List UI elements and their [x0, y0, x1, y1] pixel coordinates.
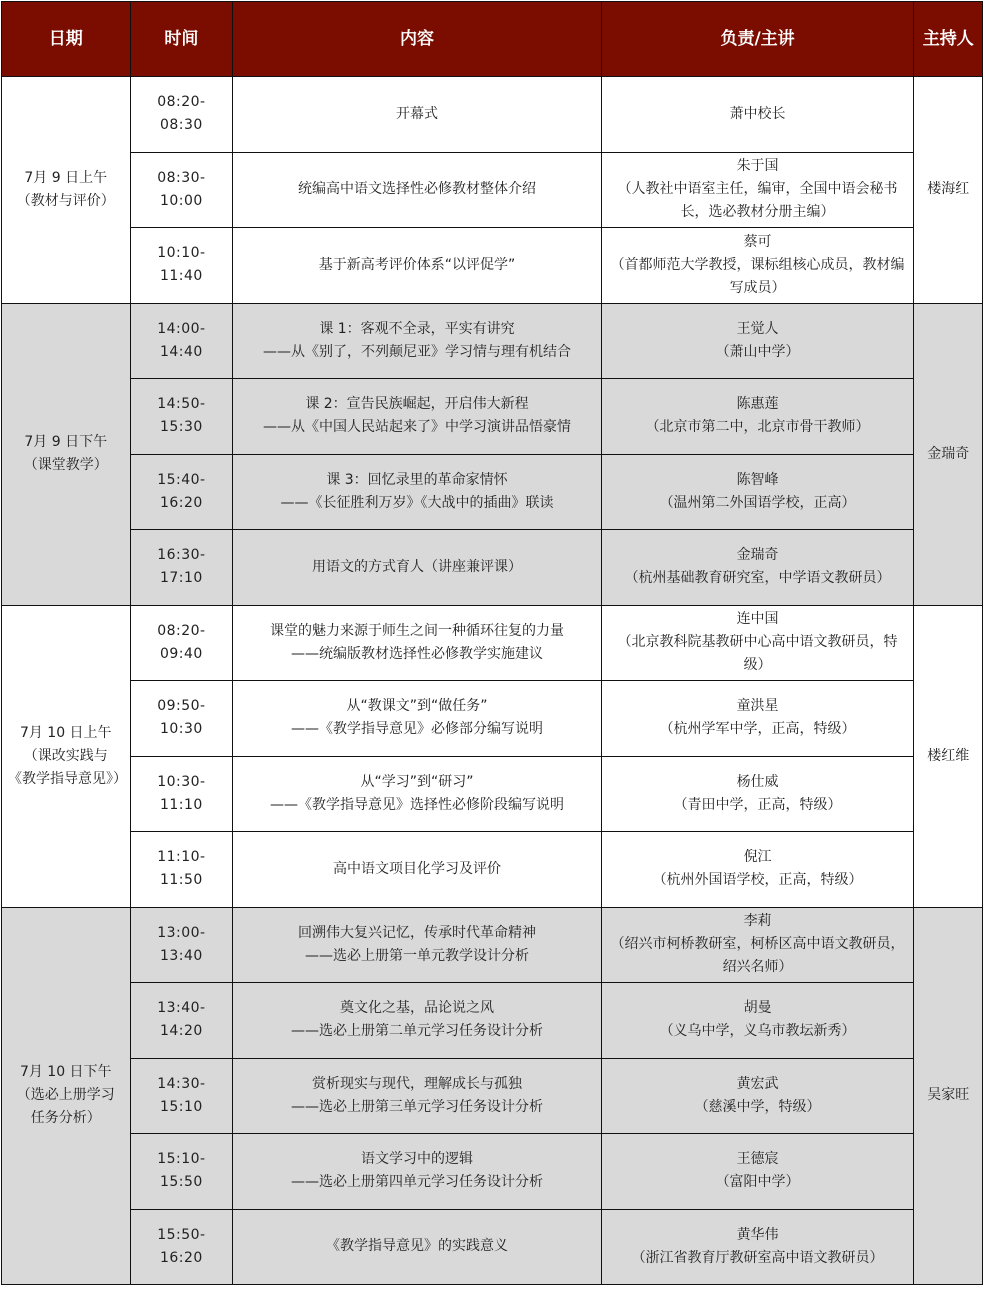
cell-text-line: （北京教科院基教研中心高中语文教研员，特级）	[617, 634, 898, 674]
cell-text-line: （萧山中学）	[715, 343, 800, 360]
table-row	[2, 77, 983, 153]
cell-text-line: ——选必上册第三单元学习任务设计分析	[291, 1098, 543, 1115]
cell-text-line: ——选必上册第一单元教学设计分析	[305, 947, 529, 964]
cell-text-line: （北京市第二中，北京市骨干教师）	[645, 419, 870, 436]
speaker-cell	[601, 228, 914, 304]
session-date	[2, 605, 131, 907]
cell-text-line: 童洪星	[736, 698, 779, 715]
header-speaker: 负责/主讲	[601, 2, 914, 77]
cell-text-line: （杭州基础教育研究室，中学语文教研员）	[624, 570, 891, 587]
cell-text-line: ——《长征胜利万岁》《大战中的插曲》联读	[280, 494, 554, 511]
header-content: 内容	[233, 2, 601, 77]
cell-text-line: 基于新高考评价体系“以评促学”	[318, 256, 516, 273]
cell-text-line: 《教学指导意见》的实践意义	[326, 1238, 508, 1255]
speaker-cell	[601, 454, 914, 530]
cell-text-line: （杭州外国语学校，正高，特级）	[652, 872, 863, 889]
schedule-table	[1, 1, 983, 1285]
content-cell	[233, 228, 601, 304]
cell-text-line: 课 3：回忆录里的革命家情怀	[326, 471, 508, 488]
cell-text-line: ——统编版教材选择性必修教学实施建议	[291, 645, 543, 662]
cell-text-line: 统编高中语文选择性必修教材整体介绍	[298, 181, 536, 198]
header-host: 主持人	[914, 2, 983, 77]
cell-text-line: 高中语文项目化学习及评价	[333, 860, 501, 877]
cell-text-line: （人教社中语室主任，编审，全国中语会秘书长，选必教材分册主编）	[617, 181, 898, 221]
cell-text-line: 7月 9 日下午	[24, 434, 108, 450]
cell-text-line: （教材与评价）	[16, 192, 115, 209]
cell-text-line: 课 2：宣告民族崛起，开启伟大新程	[305, 396, 529, 413]
content-cell	[233, 832, 601, 908]
speaker-cell	[601, 152, 914, 228]
header-time: 时间	[130, 2, 233, 77]
speaker-cell	[601, 379, 914, 455]
speaker-cell	[601, 303, 914, 379]
speaker-cell	[601, 1134, 914, 1210]
table-row	[2, 530, 983, 606]
time-cell: 08:30-10:00	[130, 152, 233, 228]
table-row	[2, 228, 983, 304]
speaker-cell	[601, 756, 914, 832]
time-cell: 10:10-11:40	[130, 228, 233, 304]
cell-text-line: ——从《中国人民站起来了》中学习演讲品悟豪情	[263, 419, 571, 436]
table-row	[2, 907, 983, 983]
cell-text-line: （温州第二外国语学校，正高）	[659, 494, 856, 511]
content-cell	[233, 1209, 601, 1285]
cell-text-line: 蔡可	[743, 233, 772, 250]
cell-text-line: 奠文化之基，品论说之风	[340, 1000, 494, 1017]
session-date	[2, 907, 131, 1285]
content-cell	[233, 77, 601, 153]
cell-text-line: 王觉人	[736, 320, 779, 337]
time-cell: 15:40-16:20	[130, 454, 233, 530]
cell-text-line: （青田中学，正高，特级）	[673, 796, 842, 813]
cell-text-line: 语文学习中的逻辑	[361, 1151, 473, 1168]
table-row	[2, 681, 983, 757]
table-row	[2, 1058, 983, 1134]
time-cell: 14:30-15:10	[130, 1058, 233, 1134]
table-row	[2, 832, 983, 908]
speaker-cell	[601, 983, 914, 1059]
time-cell: 09:50-10:30	[130, 681, 233, 757]
cell-text-line: ——选必上册第四单元学习任务设计分析	[291, 1174, 543, 1191]
table-row	[2, 1209, 983, 1285]
content-cell	[233, 907, 601, 983]
cell-text-line: （课改实践与	[23, 747, 108, 764]
time-cell: 14:00-14:40	[130, 303, 233, 379]
table-row	[2, 379, 983, 455]
cell-text-line: 连中国	[736, 611, 779, 628]
time-cell: 13:40-14:20	[130, 983, 233, 1059]
content-cell	[233, 605, 601, 681]
time-cell: 15:50-16:20	[130, 1209, 233, 1285]
cell-text-line: （绍兴市柯桥教研室，柯桥区高中语文教研员，绍兴名师）	[610, 936, 905, 976]
content-cell	[233, 152, 601, 228]
cell-text-line: ——选必上册第二单元学习任务设计分析	[291, 1023, 543, 1040]
time-cell: 11:10-11:50	[130, 832, 233, 908]
table-row	[2, 605, 983, 681]
table-row	[2, 1134, 983, 1210]
cell-text-line: 从“学习”到“研习”	[360, 773, 474, 790]
content-cell	[233, 379, 601, 455]
speaker-cell	[601, 832, 914, 908]
cell-text-line: ——《教学指导意见》必修部分编写说明	[291, 721, 543, 738]
cell-text-line: 萧中校长	[729, 105, 786, 122]
session-block	[2, 77, 983, 304]
speaker-cell	[601, 530, 914, 606]
speaker-cell	[601, 1058, 914, 1134]
session-date	[2, 77, 131, 304]
content-cell	[233, 454, 601, 530]
speaker-cell	[601, 1209, 914, 1285]
host-cell: 楼海红	[914, 77, 983, 304]
time-cell: 13:00-13:40	[130, 907, 233, 983]
cell-text-line: 课 1：客观不全录，平实有讲究	[319, 320, 515, 337]
session-block	[2, 605, 983, 907]
cell-text-line: （杭州学军中学，正高，特级）	[659, 721, 856, 738]
content-cell	[233, 983, 601, 1059]
cell-text-line: （富阳中学）	[715, 1174, 800, 1191]
cell-text-line: 赏析现实与现代，理解成长与孤独	[312, 1075, 522, 1092]
table-row	[2, 152, 983, 228]
cell-text-line: ——从《别了，不列颠尼亚》学习情与理有机结合	[263, 343, 571, 360]
session-block	[2, 303, 983, 605]
cell-text-line: 金瑞奇	[736, 547, 779, 564]
cell-text-line: 李莉	[743, 913, 772, 930]
cell-text-line: 回溯伟大复兴记忆，传承时代革命精神	[298, 924, 536, 941]
cell-text-line: 7月 9 日上午	[24, 169, 108, 186]
cell-text-line: 开幕式	[396, 105, 438, 122]
session-date	[2, 303, 131, 605]
cell-text-line: 《教学指导意见》）	[8, 770, 127, 787]
cell-text-line: 黄宏武	[736, 1075, 779, 1092]
cell-text-line: 朱于国	[736, 158, 779, 175]
cell-text-line: （义乌中学，义乌市教坛新秀）	[659, 1023, 856, 1040]
cell-text-line: 杨仕威	[736, 773, 779, 790]
table-row	[2, 303, 983, 379]
host-cell: 吴家旺	[914, 907, 983, 1285]
time-cell: 10:30-11:10	[130, 756, 233, 832]
content-cell	[233, 1058, 601, 1134]
cell-text-line: 课堂的魅力来源于师生之间一种循环往复的力量	[270, 622, 564, 639]
cell-text-line: （慈溪中学，特级）	[694, 1098, 821, 1115]
cell-text-line: 陈智峰	[736, 471, 779, 488]
content-cell	[233, 756, 601, 832]
table-row	[2, 454, 983, 530]
header-row	[2, 2, 983, 77]
cell-text-line: （课堂教学）	[23, 457, 108, 473]
time-cell: 16:30-17:10	[130, 530, 233, 606]
speaker-cell	[601, 907, 914, 983]
cell-text-line: 7月 10 日下午	[19, 1064, 112, 1081]
cell-text-line: （浙江省教育厅教研室高中语文教研员）	[631, 1249, 884, 1266]
time-cell: 14:50-15:30	[130, 379, 233, 455]
cell-text-line: （选必上册学习	[16, 1087, 115, 1104]
content-cell	[233, 681, 601, 757]
speaker-cell	[601, 605, 914, 681]
host-cell: 楼红维	[914, 605, 983, 907]
content-cell	[233, 1134, 601, 1210]
content-cell	[233, 530, 601, 606]
time-cell: 08:20-09:40	[130, 605, 233, 681]
cell-text-line: 任务分析）	[30, 1110, 101, 1127]
cell-text-line: 胡曼	[743, 1000, 772, 1017]
host-cell: 金瑞奇	[914, 303, 983, 605]
cell-text-line: 倪江	[743, 849, 772, 866]
cell-text-line: 王德宸	[736, 1151, 779, 1168]
header-date: 日期	[2, 2, 131, 77]
cell-text-line: 从“教课文”到“做任务”	[346, 698, 488, 715]
cell-text-line: 黄华伟	[736, 1226, 779, 1243]
cell-text-line: ——《教学指导意见》选择性必修阶段编写说明	[270, 796, 564, 813]
cell-text-line: 用语文的方式育人（讲座兼评课）	[312, 558, 522, 575]
content-cell	[233, 303, 601, 379]
time-cell: 08:20-08:30	[130, 77, 233, 153]
time-cell: 15:10-15:50	[130, 1134, 233, 1210]
table-row	[2, 983, 983, 1059]
cell-text-line: 陈惠莲	[736, 396, 779, 413]
cell-text-line: （首都师范大学教授，课标组核心成员，教材编写成员）	[610, 256, 905, 296]
table-row	[2, 756, 983, 832]
speaker-cell	[601, 681, 914, 757]
session-block	[2, 907, 983, 1285]
cell-text-line: 7月 10 日上午	[19, 724, 112, 741]
speaker-cell	[601, 77, 914, 153]
